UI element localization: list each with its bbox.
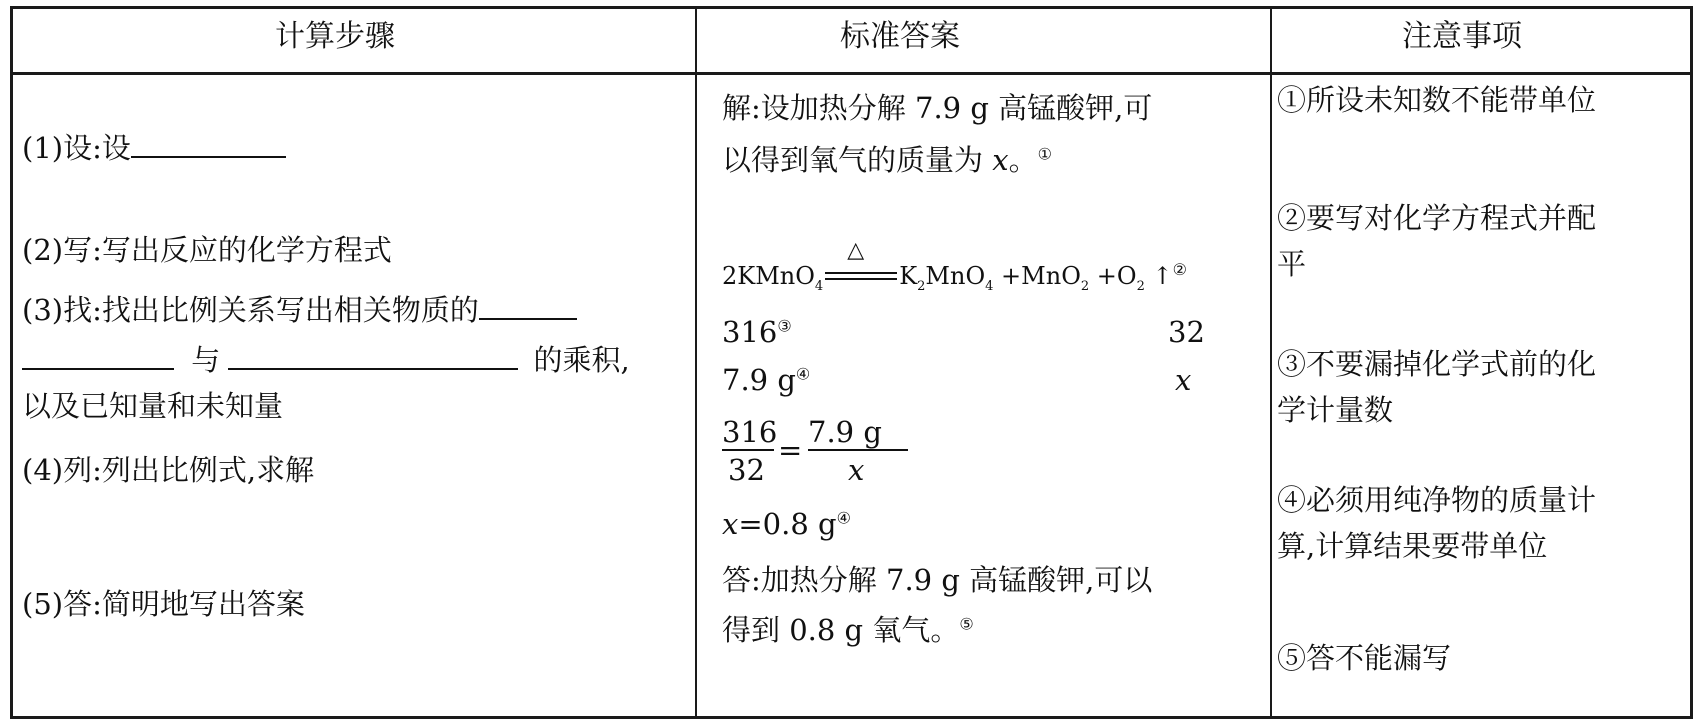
footnote-mark-4a: ④ (795, 364, 811, 384)
fraction-2-denominator: x (848, 453, 865, 487)
step-1 (22, 131, 286, 165)
equals-sign: = (778, 433, 803, 467)
result-x: x (722, 507, 739, 541)
product-mno: MnO (925, 262, 986, 290)
step-3-line-1 (22, 293, 577, 327)
result-value: =0.8 g (738, 507, 837, 541)
step-5: (5)答:简明地写出答案 (22, 587, 305, 621)
fraction-2-bar (808, 449, 908, 451)
step-3-text-a: (3)找:找出比例关系写出相关物质的 (22, 293, 479, 327)
answer-line-2-text: 以得到氧气的质量为 (722, 143, 984, 177)
heat-symbol: △ (847, 238, 865, 263)
header-notes: 注意事项 (1402, 19, 1522, 54)
footnote-mark-3: ③ (777, 316, 792, 336)
mass-7-9 (722, 363, 811, 397)
fraction-2-numerator: 7.9 g (808, 415, 882, 449)
note-2-line-1: ②要写对化学方程式并配 (1277, 201, 1597, 235)
note-1: ①所设未知数不能带单位 (1277, 83, 1597, 117)
product-k: K (899, 262, 918, 290)
answer-line-2 (722, 143, 1052, 177)
subscript-2b: 2 (1080, 278, 1090, 294)
gas-arrow: ↑ (1152, 262, 1173, 290)
product-mno2: +MnO (1001, 262, 1081, 290)
step-3-text-b: 与 (191, 343, 221, 377)
subscript-2c: 2 (1136, 278, 1145, 294)
chemical-equation (722, 238, 1187, 294)
note-5: ⑤答不能漏写 (1277, 641, 1452, 675)
step-3-line-3: 以及已知量和未知量 (22, 389, 284, 423)
subscript-2: 2 (917, 278, 926, 294)
note-3-line-2: 学计量数 (1277, 393, 1394, 427)
blank-3 (22, 367, 174, 370)
blank-2 (479, 317, 577, 320)
step-1-text: (1)设:设 (22, 131, 131, 165)
header-steps: 计算步骤 (275, 19, 395, 54)
eq-line-1 (825, 272, 897, 274)
step-3-text-c: 的乘积, (533, 343, 630, 377)
answer-line-2-end: 。 (1008, 143, 1038, 177)
mass-32: 32 (1168, 315, 1205, 349)
footnote-mark-5: ⑤ (959, 614, 974, 634)
reaction-condition (825, 238, 897, 284)
product-o2: +O (1096, 262, 1137, 290)
fraction-1-numerator: 316 (722, 415, 778, 449)
mass-316 (722, 315, 792, 349)
subscript-4b: 4 (985, 278, 994, 294)
blank-1 (131, 155, 286, 158)
answer-var-x: x (992, 143, 1009, 177)
blank-4 (228, 367, 518, 370)
step-2: (2)写:写出反应的化学方程式 (22, 233, 392, 267)
column-divider-2 (1270, 9, 1272, 716)
reactant-formula: 2KMnO (722, 262, 815, 290)
answer-conclusion-2-text: 得到 0.8 g 氧气。 (722, 613, 960, 647)
header-divider (13, 72, 1690, 75)
fraction-1-denominator: 32 (728, 453, 765, 487)
subscript-4: 4 (814, 278, 824, 294)
step-4: (4)列:列出比例式,求解 (22, 453, 315, 487)
answer-conclusion-1: 答:加热分解 7.9 g 高锰酸钾,可以 (722, 563, 1153, 597)
footnote-mark-2: ② (1172, 260, 1187, 279)
note-4-line-2: 算,计算结果要带单位 (1277, 529, 1548, 563)
column-divider-1 (695, 9, 697, 716)
value-7-9g: 7.9 g (722, 363, 796, 397)
result-line (722, 507, 851, 541)
header-standard-answer: 标准答案 (840, 19, 960, 54)
step-3-line-2 (22, 343, 630, 377)
eq-line-2 (825, 278, 897, 280)
note-3-line-1: ③不要漏掉化学式前的化 (1277, 347, 1597, 381)
footnote-mark-4b: ④ (836, 508, 851, 528)
mass-x: x (1175, 363, 1192, 397)
fraction-1-bar (722, 449, 774, 451)
footnote-mark-1: ① (1037, 144, 1052, 164)
note-4-line-1: ④必须用纯净物的质量计 (1277, 483, 1597, 517)
answer-conclusion-2 (722, 613, 974, 647)
note-2-line-2: 平 (1277, 247, 1307, 281)
value-316: 316 (722, 315, 778, 349)
answer-line-1: 解:设加热分解 7.9 g 高锰酸钾,可 (722, 91, 1153, 125)
